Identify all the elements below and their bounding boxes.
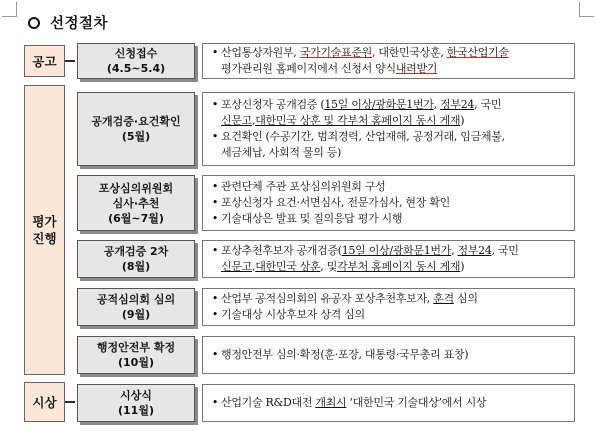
- step-period: (8월): [121, 260, 151, 273]
- desc-text-underlined: 한국산업기술: [446, 46, 509, 59]
- desc-text: , 국민: [491, 244, 519, 257]
- desc-text: 행정안전부 심의·확정(훈·포장, 대통령·국무총리 표창): [221, 348, 469, 361]
- desc-line: [209, 129, 568, 145]
- desc-line: [209, 291, 568, 307]
- desc-line: [209, 45, 568, 61]
- step-name: 공적심의회 심의: [96, 293, 176, 306]
- bullet-icon: •: [211, 130, 219, 143]
- step-ceremony: [77, 384, 195, 422]
- desc-text-underlined: 훈격: [433, 292, 454, 305]
- bullet-icon: •: [211, 196, 219, 209]
- desc-text: 기술대상 시상후보자 상격 심의: [221, 308, 365, 321]
- desc-line: [209, 259, 568, 275]
- desc-line: [209, 145, 568, 161]
- step-name: 행정안전부 확정: [96, 341, 176, 354]
- bullet-icon: •: [211, 308, 219, 321]
- section-award-label: 시상: [32, 394, 57, 410]
- step-period: (5월): [121, 130, 151, 143]
- desc-text: 평가관리원 홈페이지에서 신청서 양식: [221, 62, 396, 75]
- step-merit-review: [77, 288, 195, 326]
- step-ceremony-desc: [202, 384, 575, 422]
- desc-text: , 및: [320, 260, 338, 273]
- step-name: 공개검증 2차: [103, 245, 169, 258]
- desc-text: 산업통상자원부,: [221, 46, 300, 59]
- desc-text: , 국민: [474, 98, 502, 111]
- desc-text-underlined: 정부24: [457, 244, 492, 257]
- desc-text: 요건확인 (수공기간, 범죄경력, 산업재해, 공정거래, 임금체불,: [221, 130, 505, 143]
- corner-mark-right: [579, 2, 594, 17]
- circle-bullet-icon: [28, 17, 40, 29]
- desc-text: 세금체납, 사회적 물의 등): [221, 146, 342, 159]
- desc-text-underlined: 대한민국 상훈: [255, 260, 321, 273]
- desc-line: [209, 61, 568, 77]
- step-application: [77, 43, 195, 79]
- step-application-desc: [202, 43, 575, 79]
- desc-line: [209, 97, 568, 113]
- desc-text-underlined: 대한민국 상훈 및 각부처 홈페이지 동시 게재: [255, 114, 461, 127]
- bullet-icon: •: [211, 292, 219, 305]
- desc-text-underlined: 신문고: [221, 114, 252, 127]
- desc-text: 기술대상은 발표 및 질의응답 평가 시행: [221, 212, 403, 225]
- bullet-icon: •: [211, 212, 219, 225]
- section-evaluation-label-2: 진행: [32, 231, 57, 246]
- step-period: (9월): [121, 308, 151, 321]
- step-name: 신청접수: [114, 47, 158, 60]
- step-name: 공개검증·요건확인: [91, 115, 181, 128]
- desc-text: ,: [251, 114, 256, 127]
- desc-text-underlined: 각부처 홈페이지 동시 게재: [337, 260, 461, 273]
- desc-text: 심의: [453, 292, 478, 305]
- step-final-confirmation-desc: [202, 336, 575, 374]
- bullet-icon: •: [211, 348, 219, 361]
- bullet-icon: •: [211, 180, 219, 193]
- section-evaluation-label-1: 평가: [32, 214, 57, 229]
- corner-mark-left: [2, 2, 17, 17]
- desc-text: ): [460, 260, 465, 273]
- section-announce: [24, 45, 65, 77]
- step-period: (10월): [118, 356, 154, 369]
- desc-text: ‘대한민국 기술대상’에서 시상: [346, 396, 487, 409]
- desc-line: [209, 395, 568, 411]
- desc-line: [209, 179, 568, 195]
- step-committee-review: [77, 175, 195, 231]
- desc-text: ): [460, 114, 465, 127]
- bullet-icon: •: [211, 396, 219, 409]
- step-period: (6월~7월): [108, 211, 164, 225]
- desc-text-underlined: 15일 이상/광화문1번가: [341, 244, 452, 257]
- connector-line: [65, 401, 75, 403]
- desc-text: ,: [451, 244, 458, 257]
- step-final-confirmation: [77, 336, 195, 374]
- desc-text-underlined: 국가기술표준원: [299, 46, 372, 59]
- step-period: (4.5~5.4): [106, 62, 166, 75]
- step-second-verification-desc: [202, 240, 575, 278]
- section-award: [24, 382, 65, 422]
- bullet-icon: •: [211, 244, 219, 257]
- step-merit-review-desc: [202, 288, 575, 326]
- page-title: [28, 12, 108, 33]
- step-name: 시상식: [120, 389, 152, 402]
- step-public-verification-desc: [202, 92, 575, 166]
- section-evaluation: [24, 85, 65, 375]
- desc-text-underlined: 15일 이상/광화문1번가: [324, 98, 434, 111]
- desc-text: 산업기술 R&D대전: [221, 396, 316, 409]
- section-announce-label: 공고: [32, 53, 57, 69]
- desc-text: ,: [433, 98, 441, 111]
- desc-text: 관련단체 주관 포상심의위원회 구성: [221, 180, 386, 193]
- desc-line: [209, 347, 568, 363]
- desc-text-underlined: 개최시: [315, 396, 347, 409]
- desc-line: [209, 195, 568, 211]
- desc-text: , 대한민국상훈,: [371, 46, 447, 59]
- step-committee-review-desc: [202, 175, 575, 231]
- step-public-verification: [77, 92, 195, 166]
- desc-text: 포상추천후보자 공개검증(: [221, 244, 342, 257]
- bullet-icon: •: [211, 98, 219, 111]
- step-period: (11월): [118, 404, 154, 417]
- step-name: 포상심의위원회: [98, 181, 174, 195]
- desc-line: [209, 307, 568, 323]
- page-title-text: 선정절차: [50, 16, 109, 32]
- desc-line: [209, 113, 568, 129]
- connector-line: [65, 60, 75, 62]
- desc-text-underlined: 정부24: [440, 98, 475, 111]
- desc-text-underlined: 신문고: [221, 260, 252, 273]
- step-name: 심사·추천: [112, 196, 160, 210]
- desc-text: 산업부 공적심의회의 유공자 포상추천후보자,: [221, 292, 434, 305]
- desc-line: [209, 243, 568, 259]
- desc-text: ,: [251, 260, 256, 273]
- desc-text: 포상신청자 공개검증 (: [221, 98, 325, 111]
- desc-text: 포상신청자 요건·서면심사, 전문가심사, 현장 확인: [221, 196, 450, 209]
- desc-text-underlined: 내려받기: [395, 62, 438, 75]
- desc-line: [209, 211, 568, 227]
- bullet-icon: •: [211, 46, 219, 59]
- step-second-verification: [77, 240, 195, 278]
